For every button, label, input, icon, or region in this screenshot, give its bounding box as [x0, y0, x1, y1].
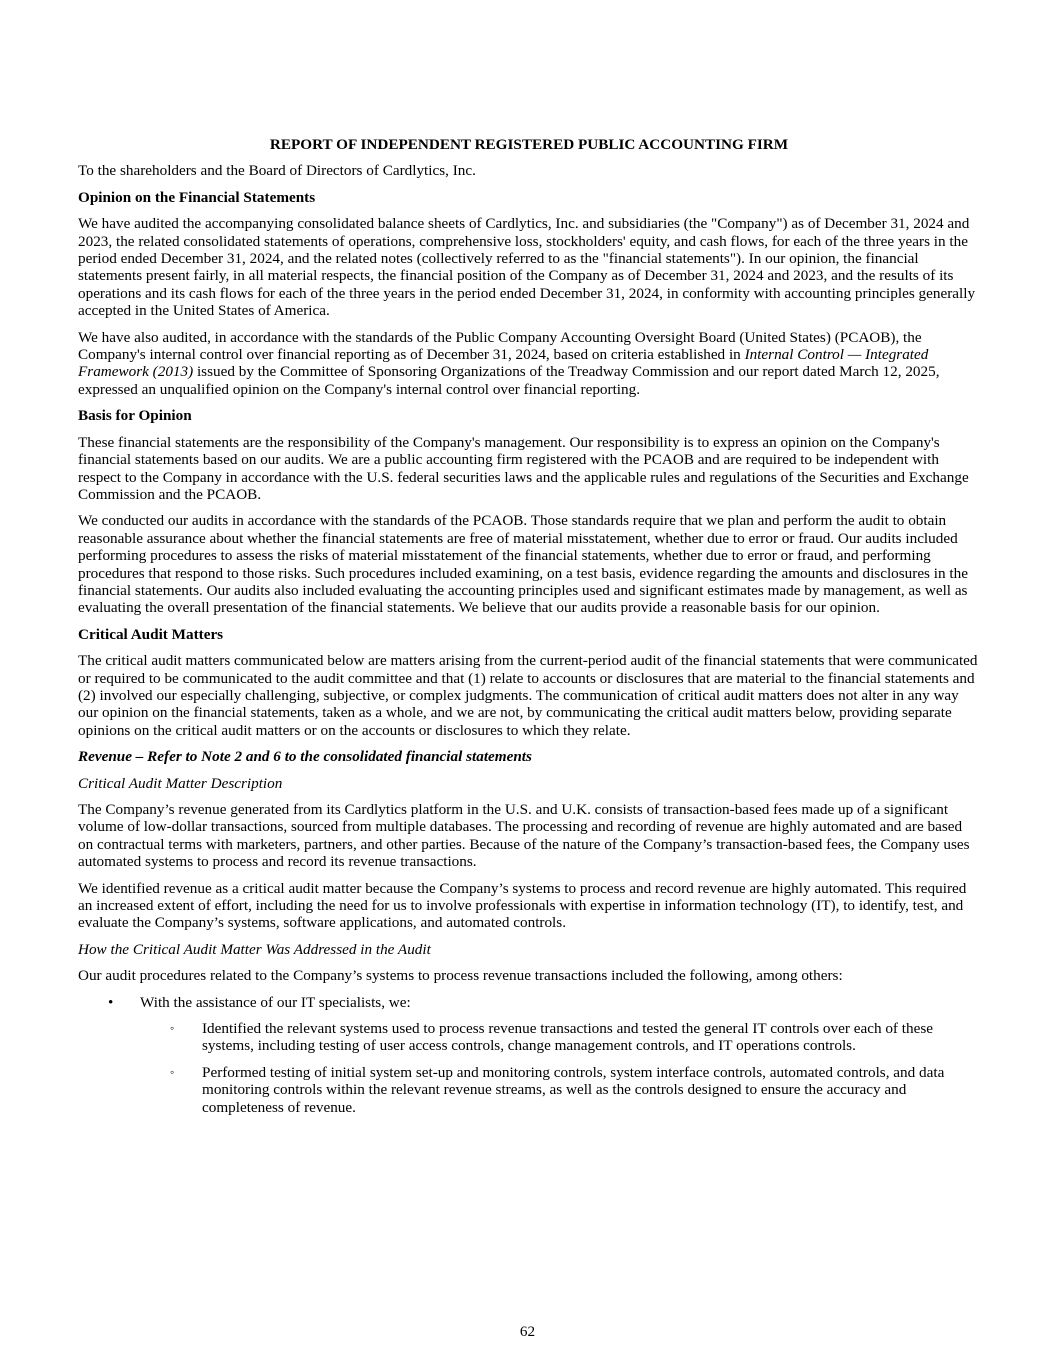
opinion-paragraph-1: We have audited the accompanying consolidated balance sheets of Cardlytics, Inc. and subsidiaries (the "Company") as of December 31, 2024 and 2023, the related consolidated statements of operations, comprehensive loss, stockholders' equity, and cash flows, for each of the three years in the period ended December 31, 2024, and the related notes (collectively referred to as the "financial statements"). In our opinion, the financial statements present fairly, in all material respects, the financial position of the Company as of December 31, 2024 and 2023, and the results of its operations and its cash flows for each of the three years in the period ended December 31, 2024, in conformity with accounting principles generally accepted in the United States of America.	[78, 215, 976, 320]
bullet-icon: •	[108, 993, 114, 1011]
sub-bullet-icon: ◦	[170, 1064, 175, 1079]
opinion-paragraph-2-start: We have also audited, in accordance with the standards of the Public Company Accounting Oversight Board (United States) (PCAOB), the Company's internal control over financial reporting as of December 31, 2024, based on criteria established in	[78, 328, 922, 364]
framework-title: Internal Control — Integrated Framework (2013)	[78, 346, 929, 381]
description-heading: Critical Audit Matter Description	[78, 774, 283, 792]
basis-paragraph-2: We conducted our audits in accordance with the standards of the PCAOB. Those standards require that we plan and perform the audit to obtain reasonable assurance about whether the financial statements are free of material misstatement, whether due to error or fraud. Our audits included performing procedures to assess the risks of material misstatement of the financial statements, whether due to error or fraud, and performing procedures that respond to those risks. Such procedures included examining, on a test basis, evidence regarding the amounts and disclosures in the financial statements. Our audits also included evaluating the accounting principles used and significant estimates made by management, as well as evaluating the overall presentation of the financial statements. We believe that our audits provide a reasonable basis for our opinion.	[78, 512, 968, 617]
basis-heading: Basis for Opinion	[78, 407, 192, 425]
sub-bullet-icon: ◦	[170, 1021, 175, 1036]
addressed-paragraph-1: Our audit procedures related to the Company’s systems to process revenue transactions included the following, among others:	[78, 967, 843, 985]
sub-item-text: Identified the relevant systems used to process revenue transactions and tested the general IT controls over each of these systems, including testing of user access controls, change management controls, and IT operations controls.	[202, 1020, 933, 1055]
list-item	[78, 994, 980, 1011]
description-paragraph-2: We identified revenue as a critical audit matter because the Company’s systems to process and record revenue are highly automated. This required an increased extent of effort, including the need for us to involve professionals with expertise in information technology (IT), to identify, test, and evaluate the Company’s systems, software applications, and automated controls.	[78, 879, 967, 932]
bullet-text: With the assistance of our IT specialists, we:	[140, 993, 411, 1011]
report-page	[78, 136, 980, 1125]
cam-heading: Critical Audit Matters	[78, 625, 224, 643]
salutation: To the shareholders and the Board of Directors of Cardlytics, Inc.	[78, 162, 476, 180]
opinion-paragraph-2-end: issued by the Committee of Sponsoring Organizations of the Treadway Commission and our report dated March 12, 2025, expressed an unqualified opinion on the Company's internal control over financial reporting.	[78, 363, 940, 398]
basis-paragraph-1: These financial statements are the responsibility of the Company's management. Our responsibility is to express an opinion on the Company's financial statements based on our audits. We are a public accounting firm registered with the PCAOB and are required to be independent with respect to the Company in accordance with the U.S. federal securities laws and the applicable rules and regulations of the Securities and Exchange Commission and the PCAOB.	[78, 433, 969, 503]
sub-list-item	[78, 1064, 980, 1116]
addressed-heading: How the Critical Audit Matter Was Addressed in the Audit	[78, 940, 431, 958]
description-paragraph-1: The Company’s revenue generated from its Cardlytics platform in the U.S. and U.K. consists of transaction-based fees made up of a significant volume of low-dollar transactions, sourced from multiple databases. The processing and recording of revenue are highly automated and are based on contractual terms with marketers, partners, and other parties. Because of the nature of the Company’s transaction-based fees, the Company uses automated systems to process and record its revenue transactions.	[78, 801, 970, 871]
opinion-paragraph-2	[78, 329, 980, 399]
revenue-heading: Revenue – Refer to Note 2 and 6 to the consolidated financial statements	[78, 748, 532, 766]
page-number: 62	[519, 1323, 536, 1340]
opinion-heading: Opinion on the Financial Statements	[78, 188, 316, 206]
sub-list-item	[78, 1020, 980, 1055]
sub-item-text: Performed testing of initial system set-up and monitoring controls, system interface controls, automated controls, and data monitoring controls within the relevant revenue streams, as well as the controls designed to ensure the accuracy and completeness of revenue.	[202, 1063, 945, 1116]
report-title: REPORT OF INDEPENDENT REGISTERED PUBLIC ACCOUNTING FIRM	[269, 136, 789, 153]
cam-paragraph-1: The critical audit matters communicated below are matters arising from the current-period audit of the financial statements that were communicated or required to be communicated to the audit committee and that (1) relate to accounts or disclosures that are material to the financial statements and (2) involved our especially challenging, subjective, or complex judgments. The communication of critical audit matters does not alter in any way our opinion on the financial statements, taken as a whole, and we are not, by communicating the critical audit matters below, providing separate opinions on the critical audit matters or on the accounts or disclosures to which they relate.	[78, 652, 978, 739]
